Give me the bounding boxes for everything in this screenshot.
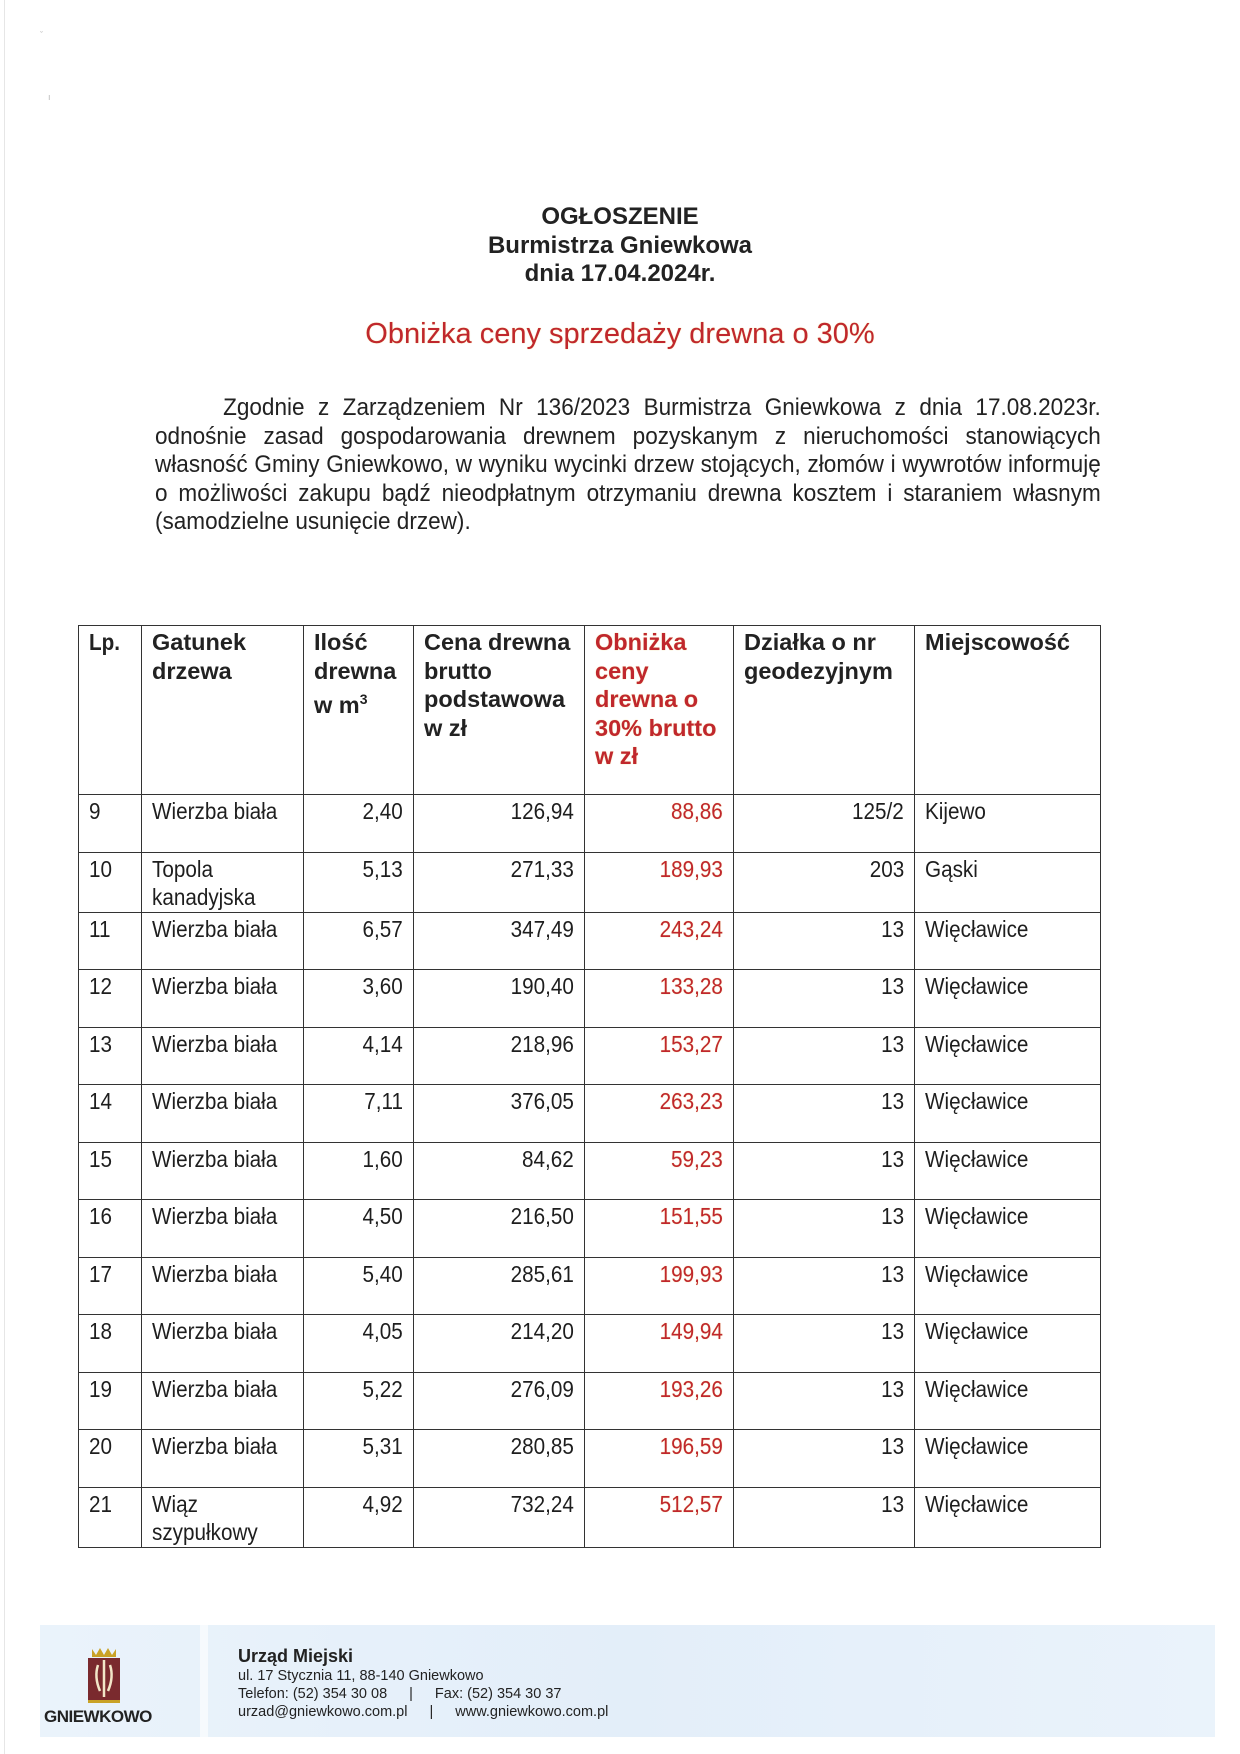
row-discount-price: 193,26 xyxy=(585,1372,734,1430)
row-locality: Więcławice xyxy=(915,1027,1101,1085)
office-address: ul. 17 Stycznia 11, 88-140 Gniewkowo xyxy=(238,1668,484,1684)
table-row xyxy=(79,1085,1101,1143)
row-species: Wierzba biała xyxy=(142,1142,304,1200)
row-base-price: 376,05 xyxy=(414,1085,585,1143)
row-discount-price: 59,23 xyxy=(585,1142,734,1200)
row-locality: Więcławice xyxy=(915,1200,1101,1258)
row-volume: 6,57 xyxy=(304,912,414,970)
row-lp: 19 xyxy=(79,1372,142,1430)
row-locality: Więcławice xyxy=(915,1487,1101,1547)
announcement-issuer: Burmistrza Gniewkowa xyxy=(487,232,753,259)
row-species: Wierzba biała xyxy=(142,970,304,1028)
row-lp: 20 xyxy=(79,1430,142,1488)
row-volume: 2,40 xyxy=(304,795,414,853)
row-locality: Więcławice xyxy=(915,1372,1101,1430)
row-base-price: 347,49 xyxy=(414,912,585,970)
wood-price-table xyxy=(78,625,1101,1548)
scan-speck: ˇ xyxy=(40,30,43,40)
announcement-date: dnia 17.04.2024r. xyxy=(524,260,716,287)
row-plot-number: 13 xyxy=(734,1027,915,1085)
office-name: Urząd Miejski xyxy=(238,1646,354,1666)
row-volume: 4,05 xyxy=(304,1315,414,1373)
row-volume: 5,31 xyxy=(304,1430,414,1488)
row-lp: 16 xyxy=(79,1200,142,1258)
row-lp: 12 xyxy=(79,970,142,1028)
row-locality: Więcławice xyxy=(915,1142,1101,1200)
row-base-price: 732,24 xyxy=(414,1487,585,1547)
row-volume: 4,14 xyxy=(304,1027,414,1085)
row-discount-price: 199,93 xyxy=(585,1257,734,1315)
header-base-price: Cena drewna brutto podstawowa w zł xyxy=(414,626,585,795)
row-base-price: 285,61 xyxy=(414,1257,585,1315)
row-volume: 4,50 xyxy=(304,1200,414,1258)
town-crest-icon xyxy=(84,1647,124,1705)
row-species: Wierzba biała xyxy=(142,1200,304,1258)
row-volume: 7,11 xyxy=(304,1085,414,1143)
table-header-row xyxy=(79,626,1101,795)
row-plot-number: 203 xyxy=(734,852,915,912)
table-row xyxy=(79,1372,1101,1430)
row-discount-price: 263,23 xyxy=(585,1085,734,1143)
table-row xyxy=(79,1315,1101,1373)
row-plot-number: 13 xyxy=(734,1142,915,1200)
row-volume: 4,92 xyxy=(304,1487,414,1547)
scan-speck: ı xyxy=(48,92,51,102)
row-base-price: 276,09 xyxy=(414,1372,585,1430)
row-lp: 15 xyxy=(79,1142,142,1200)
table-row xyxy=(79,1142,1101,1200)
row-volume: 5,13 xyxy=(304,852,414,912)
row-plot-number: 13 xyxy=(734,1315,915,1373)
header-locality: Miejscowość xyxy=(915,626,1101,795)
row-locality: Więcławice xyxy=(915,1430,1101,1488)
office-website-link[interactable]: www.gniewkowo.com.pl xyxy=(455,1704,609,1720)
row-discount-price: 189,93 xyxy=(585,852,734,912)
row-lp: 13 xyxy=(79,1027,142,1085)
table-row xyxy=(79,1487,1101,1547)
row-base-price: 126,94 xyxy=(414,795,585,853)
row-species: Wierzba biała xyxy=(142,1430,304,1488)
row-species: Wierzba biała xyxy=(142,1257,304,1315)
table-row xyxy=(79,1027,1101,1085)
row-plot-number: 13 xyxy=(734,1200,915,1258)
row-base-price: 280,85 xyxy=(414,1430,585,1488)
table-row xyxy=(79,1430,1101,1488)
row-discount-price: 243,24 xyxy=(585,912,734,970)
row-discount-price: 151,55 xyxy=(585,1200,734,1258)
row-discount-price: 153,27 xyxy=(585,1027,734,1085)
header-discount-price: Obniżka ceny drewna o 30% brutto w zł xyxy=(585,626,734,795)
row-locality: Gąski xyxy=(915,852,1101,912)
row-volume: 5,22 xyxy=(304,1372,414,1430)
letterhead-footer xyxy=(40,1625,1215,1737)
row-lp: 14 xyxy=(79,1085,142,1143)
row-plot-number: 13 xyxy=(734,1487,915,1547)
row-plot-number: 13 xyxy=(734,1257,915,1315)
row-lp: 11 xyxy=(79,912,142,970)
row-base-price: 218,96 xyxy=(414,1027,585,1085)
office-email-web: urzad@gniewkowo.com.pl | www.gniewkowo.com.pl xyxy=(238,1704,609,1720)
table-row xyxy=(79,912,1101,970)
announcement-body xyxy=(155,394,1101,537)
table-row xyxy=(79,1200,1101,1258)
row-locality: Więcławice xyxy=(915,1315,1101,1373)
row-locality: Więcławice xyxy=(915,970,1101,1028)
office-fax: Fax: (52) 354 30 37 xyxy=(434,1686,562,1702)
office-phone: Telefon: (52) 354 30 08 xyxy=(238,1686,388,1702)
office-contact-block xyxy=(238,1645,608,1721)
row-species: Wierzba biała xyxy=(142,1315,304,1373)
header-lp: Lp. xyxy=(79,626,142,795)
row-plot-number: 13 xyxy=(734,1085,915,1143)
table-row xyxy=(79,970,1101,1028)
office-phone-fax: Telefon: (52) 354 30 08 | Fax: (52) 354 30 37 xyxy=(238,1686,562,1702)
footer-divider xyxy=(200,1625,208,1737)
row-locality: Więcławice xyxy=(915,912,1101,970)
row-locality: Więcławice xyxy=(915,1085,1101,1143)
row-discount-price: 196,59 xyxy=(585,1430,734,1488)
row-discount-price: 88,86 xyxy=(585,795,734,853)
office-email-link[interactable]: urzad@gniewkowo.com.pl xyxy=(238,1704,408,1720)
row-discount-price: 512,57 xyxy=(585,1487,734,1547)
body-paragraph: Zgodnie z Zarządzeniem Nr 136/2023 Burmistrza Gniewkowa z dnia 17.08.2023r. odnośnie zasad gospodarowania drewnem pozyskanym z nieruchomości stanowiących własność Gminy Gniewkowo, w wyniku wycinki drzew stojących, złomów i wywrotów informuję o możliwości zakupu bądź nieodpłatnym otrzymaniu drewna kosztem i staraniem własnym (samodzielne usunięcie drzew). xyxy=(155,394,1101,535)
table-row xyxy=(79,795,1101,853)
row-lp: 21 xyxy=(79,1487,142,1547)
row-lp: 10 xyxy=(79,852,142,912)
row-base-price: 271,33 xyxy=(414,852,585,912)
row-species: Wierzba biała xyxy=(142,1372,304,1430)
table-row xyxy=(79,852,1101,912)
header-volume: Ilość drewna w $m^3$ xyxy=(304,626,414,795)
row-species: Wierzba biała xyxy=(142,912,304,970)
row-locality: Kijewo xyxy=(915,795,1101,853)
row-species: Wiąz szypułkowy xyxy=(142,1487,304,1547)
row-plot-number: 13 xyxy=(734,912,915,970)
row-discount-price: 133,28 xyxy=(585,970,734,1028)
row-base-price: 214,20 xyxy=(414,1315,585,1373)
row-volume: 3,60 xyxy=(304,970,414,1028)
row-lp: 17 xyxy=(79,1257,142,1315)
row-lp: 18 xyxy=(79,1315,142,1373)
row-species: Wierzba biała xyxy=(142,1027,304,1085)
row-volume: 5,40 xyxy=(304,1257,414,1315)
row-species: Topola kanadyjska xyxy=(142,852,304,912)
header-species: Gatunek drzewa xyxy=(142,626,304,795)
row-locality: Więcławice xyxy=(915,1257,1101,1315)
header-plot-number: Działka o nr geodezyjnym xyxy=(734,626,915,795)
announcement-title: OGŁOSZENIE xyxy=(541,203,699,230)
row-species: Wierzba biała xyxy=(142,1085,304,1143)
row-plot-number: 125/2 xyxy=(734,795,915,853)
row-base-price: 216,50 xyxy=(414,1200,585,1258)
table-row xyxy=(79,1257,1101,1315)
row-plot-number: 13 xyxy=(734,1430,915,1488)
row-base-price: 84,62 xyxy=(414,1142,585,1200)
town-brand-name: GNIEWKOWO xyxy=(44,1707,152,1726)
row-plot-number: 13 xyxy=(734,970,915,1028)
row-plot-number: 13 xyxy=(734,1372,915,1430)
row-volume: 1,60 xyxy=(304,1142,414,1200)
row-base-price: 190,40 xyxy=(414,970,585,1028)
discount-headline: Obniżka ceny sprzedaży drewna o 30% xyxy=(365,318,875,350)
row-species: Wierzba biała xyxy=(142,795,304,853)
row-discount-price: 149,94 xyxy=(585,1315,734,1373)
row-lp: 9 xyxy=(79,795,142,853)
